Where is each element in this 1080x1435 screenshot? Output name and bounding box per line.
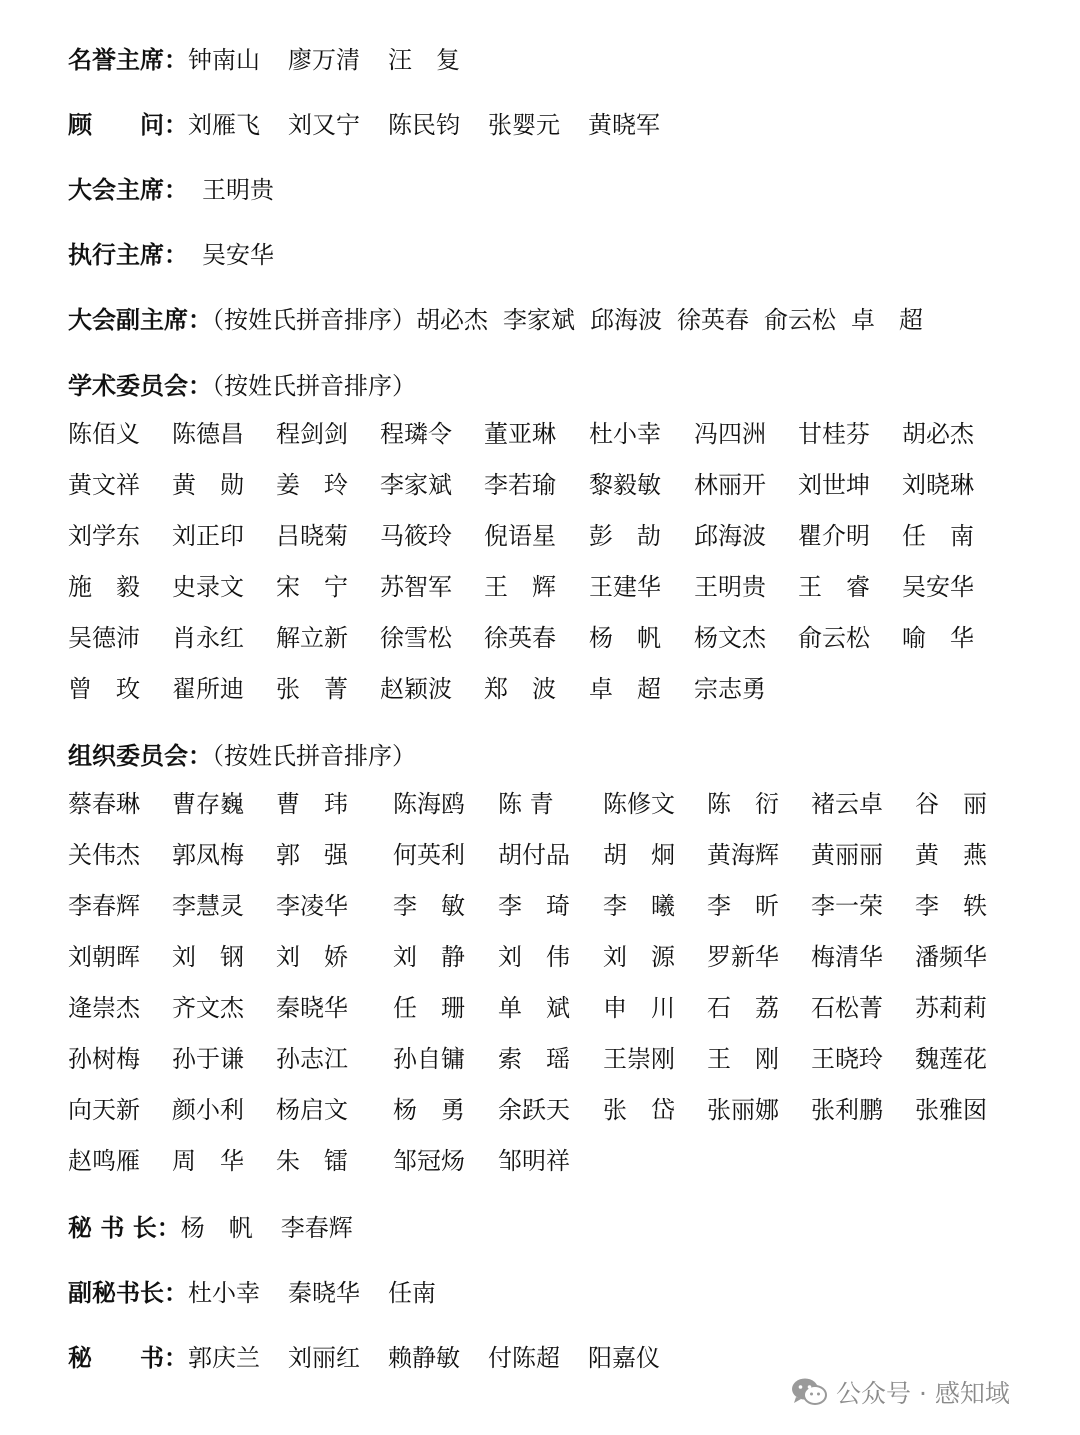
exec-chair-line: [68, 239, 274, 271]
person-name: 杨 帆: [180, 1214, 253, 1242]
member-name: 梅清华: [811, 943, 883, 971]
member-name: 何英利: [393, 841, 465, 869]
wechat-icon: [790, 1377, 828, 1407]
member-name: 黄 燕: [915, 841, 987, 869]
deputy-secretary-general-names: [188, 1279, 436, 1307]
person-name: 赖静敏: [388, 1344, 460, 1372]
member-name: 吴德沛: [68, 624, 140, 652]
member-name: 黄文祥: [68, 471, 140, 499]
exec-chair-names: [202, 241, 274, 269]
member-name: 宋 宁: [276, 573, 348, 601]
member-name: 瞿介明: [798, 522, 870, 550]
member-name: 姜 玲: [276, 471, 348, 499]
member-name: 谷 丽: [915, 790, 987, 818]
member-name: 赵鸣雁: [68, 1147, 140, 1175]
member-name: 李一荣: [811, 892, 883, 920]
academic-label: 学术委员会：: [68, 372, 212, 400]
member-name: 张 菁: [276, 675, 348, 703]
chair-line: [68, 174, 274, 206]
member-name: 刘 钢: [172, 943, 244, 971]
person-name: 吴安华: [202, 241, 274, 269]
person-name: 郭庆兰: [188, 1344, 260, 1372]
deputy-secretary-general-line: [68, 1277, 436, 1309]
member-name: 董亚琳: [484, 420, 556, 448]
member-name: 魏莲花: [915, 1045, 987, 1073]
member-name: 陈德昌: [172, 420, 244, 448]
person-name: 杜小幸: [188, 1279, 260, 1307]
member-name: 赵颖波: [380, 675, 452, 703]
member-name: 申 川: [603, 994, 675, 1022]
watermark: [790, 1372, 1010, 1412]
member-name: 李 敏: [393, 892, 465, 920]
secretary-general-label: 秘 书 长：: [68, 1214, 181, 1242]
member-name: 陈 青: [498, 790, 554, 818]
member-name: 陈 衍: [707, 790, 779, 818]
secretaries-label: 秘 书：: [68, 1344, 188, 1372]
member-name: 逄崇杰: [68, 994, 140, 1022]
member-name: 俞云松: [798, 624, 870, 652]
member-name: 孙树梅: [68, 1045, 140, 1073]
person-name: 秦晓华: [288, 1279, 360, 1307]
member-name: 余跃天: [498, 1096, 570, 1124]
person-name: 卓 超: [851, 306, 923, 334]
member-name: 潘频华: [915, 943, 987, 971]
member-name: 刘世坤: [798, 471, 870, 499]
member-name: 曹 玮: [276, 790, 348, 818]
member-name: 宗志勇: [694, 675, 766, 703]
person-name: 张婴元: [488, 111, 560, 139]
secretary-general-line: [68, 1212, 353, 1244]
member-name: 关伟杰: [68, 841, 140, 869]
member-name: 王崇刚: [603, 1045, 675, 1073]
academic-heading: [68, 370, 416, 402]
person-name: 钟南山: [188, 46, 260, 74]
member-name: 孙志江: [276, 1045, 348, 1073]
person-name: 黄晓军: [588, 111, 660, 139]
member-name: 陈佰义: [68, 420, 140, 448]
member-name: 刘 源: [603, 943, 675, 971]
member-name: 张 岱: [603, 1096, 675, 1124]
secretaries-names: [188, 1344, 660, 1372]
person-name: 胡必杰: [416, 306, 488, 334]
deputy-secretary-general-label: 副秘书长：: [68, 1279, 188, 1307]
honorary-label: 名誉主席：: [68, 46, 188, 74]
member-name: 蔡春琳: [68, 790, 140, 818]
member-name: 李 昕: [707, 892, 779, 920]
member-name: 李春辉: [68, 892, 140, 920]
honorary-names: [188, 46, 460, 74]
member-name: 张雅囡: [915, 1096, 987, 1124]
member-name: 任 珊: [393, 994, 465, 1022]
member-name: 邹明祥: [498, 1147, 570, 1175]
member-name: 索 瑶: [498, 1045, 570, 1073]
member-name: 李慧灵: [172, 892, 244, 920]
member-name: 苏莉莉: [915, 994, 987, 1022]
member-name: 胡付品: [498, 841, 570, 869]
honorary-line: [68, 44, 460, 76]
organizing-note: （按姓氏拼音排序）: [212, 742, 416, 770]
member-name: 陈海鸥: [393, 790, 465, 818]
member-name: 孙于谦: [172, 1045, 244, 1073]
member-name: 任 南: [902, 522, 974, 550]
member-name: 翟所迪: [172, 675, 244, 703]
member-name: 刘朝晖: [68, 943, 140, 971]
member-name: 马筱玲: [380, 522, 452, 550]
member-name: 黄 勋: [172, 471, 244, 499]
watermark-text: 公众号 · 感知域: [836, 1379, 1010, 1408]
member-name: 王建华: [589, 573, 661, 601]
member-name: 程璘令: [380, 420, 452, 448]
member-name: 黄海辉: [707, 841, 779, 869]
member-name: 刘正印: [172, 522, 244, 550]
member-name: 吕晓菊: [276, 522, 348, 550]
member-name: 杨启文: [276, 1096, 348, 1124]
member-name: 石 荔: [707, 994, 779, 1022]
advisors-label: 顾 问：: [68, 111, 188, 139]
person-name: 刘丽红: [288, 1344, 360, 1372]
member-name: 罗新华: [707, 943, 779, 971]
person-name: 付陈超: [488, 1344, 560, 1372]
member-name: 曾 玫: [68, 675, 140, 703]
person-name: 王明贵: [202, 176, 274, 204]
vice-chairs-note: （按姓氏拼音排序）: [212, 306, 416, 334]
person-name: 李家斌: [503, 306, 575, 334]
member-name: 郭凤梅: [172, 841, 244, 869]
member-name: 邹冠炀: [393, 1147, 465, 1175]
secretaries-line: [68, 1342, 660, 1374]
member-name: 黎毅敏: [589, 471, 661, 499]
member-name: 徐英春: [484, 624, 556, 652]
person-name: 任南: [388, 1279, 436, 1307]
member-name: 胡 炯: [603, 841, 675, 869]
member-name: 吴安华: [902, 573, 974, 601]
vice-chairs-line: [68, 304, 923, 336]
organizing-label: 组织委员会：: [68, 742, 212, 770]
member-name: 张丽娜: [707, 1096, 779, 1124]
member-name: 王 刚: [707, 1045, 779, 1073]
member-name: 杜小幸: [589, 420, 661, 448]
member-name: 李 琦: [498, 892, 570, 920]
member-name: 杨文杰: [694, 624, 766, 652]
member-name: 倪语星: [484, 522, 556, 550]
person-name: 俞云松: [764, 306, 836, 334]
member-name: 甘桂芬: [798, 420, 870, 448]
organizing-heading: [68, 740, 416, 772]
advisors-line: [68, 109, 660, 141]
member-name: 胡必杰: [902, 420, 974, 448]
member-name: 曹存巍: [172, 790, 244, 818]
member-name: 齐文杰: [172, 994, 244, 1022]
person-name: 李春辉: [280, 1214, 353, 1242]
member-name: 李 轶: [915, 892, 987, 920]
member-name: 卓 超: [589, 675, 661, 703]
person-name: 刘雁飞: [188, 111, 260, 139]
member-name: 喻 华: [902, 624, 974, 652]
member-name: 彭 劼: [589, 522, 661, 550]
member-name: 杨 勇: [393, 1096, 465, 1124]
member-name: 向天新: [68, 1096, 140, 1124]
vice-chairs-names: [416, 306, 923, 334]
member-name: 刘 娇: [276, 943, 348, 971]
member-name: 王 睿: [798, 573, 870, 601]
secretary-general-names: [181, 1214, 353, 1242]
member-name: 施 毅: [68, 573, 140, 601]
member-name: 张利鹏: [811, 1096, 883, 1124]
member-name: 王 辉: [484, 573, 556, 601]
chair-label: 大会主席：: [68, 176, 188, 204]
person-name: 徐英春: [677, 306, 749, 334]
member-name: 史录文: [172, 573, 244, 601]
member-name: 石松菁: [811, 994, 883, 1022]
member-name: 周 华: [172, 1147, 244, 1175]
academic-note: （按姓氏拼音排序）: [212, 372, 416, 400]
member-name: 郑 波: [484, 675, 556, 703]
person-name: 刘又宁: [288, 111, 360, 139]
exec-chair-label: 执行主席：: [68, 241, 188, 269]
person-name: 阳嘉仪: [588, 1344, 660, 1372]
advisors-names: [188, 111, 660, 139]
member-name: 程剑剑: [276, 420, 348, 448]
member-name: 单 斌: [498, 994, 570, 1022]
member-name: 李家斌: [380, 471, 452, 499]
member-name: 解立新: [276, 624, 348, 652]
member-name: 孙自镛: [393, 1045, 465, 1073]
member-name: 苏智军: [380, 573, 452, 601]
member-name: 刘 静: [393, 943, 465, 971]
person-name: 廖万清: [288, 46, 360, 74]
member-name: 杨 帆: [589, 624, 661, 652]
member-name: 刘 伟: [498, 943, 570, 971]
member-name: 李 曦: [603, 892, 675, 920]
person-name: 陈民钧: [388, 111, 460, 139]
member-name: 褚云卓: [811, 790, 883, 818]
member-name: 刘学东: [68, 522, 140, 550]
member-name: 陈修文: [603, 790, 675, 818]
person-name: 汪 复: [388, 46, 460, 74]
vice-chairs-label: 大会副主席：: [68, 306, 212, 334]
person-name: 邱海波: [590, 306, 662, 334]
member-name: 刘晓琳: [902, 471, 974, 499]
member-name: 李若瑜: [484, 471, 556, 499]
member-name: 冯四洲: [694, 420, 766, 448]
member-name: 秦晓华: [276, 994, 348, 1022]
member-name: 王明贵: [694, 573, 766, 601]
member-name: 朱 镭: [276, 1147, 348, 1175]
chair-names: [202, 176, 274, 204]
member-name: 林丽开: [694, 471, 766, 499]
member-name: 邱海波: [694, 522, 766, 550]
member-name: 黄丽丽: [811, 841, 883, 869]
member-name: 徐雪松: [380, 624, 452, 652]
member-name: 肖永红: [172, 624, 244, 652]
member-name: 颜小利: [172, 1096, 244, 1124]
member-name: 郭 强: [276, 841, 348, 869]
member-name: 王晓玲: [811, 1045, 883, 1073]
member-name: 李凌华: [276, 892, 348, 920]
